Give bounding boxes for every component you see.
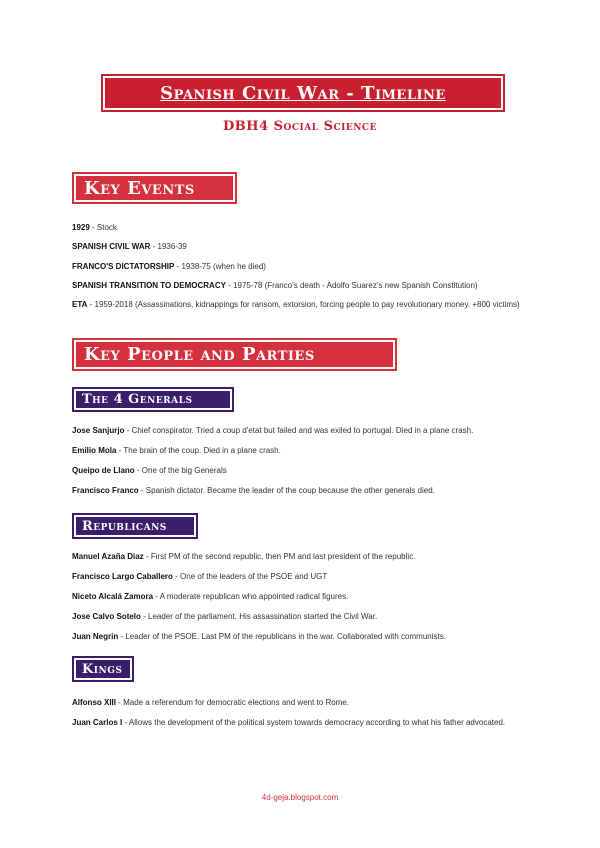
event-item: [72, 261, 266, 273]
page-title: Spanish Civil War - Timeline: [160, 82, 446, 104]
page-subtitle: DBH4 Social Science: [223, 119, 377, 134]
king-text: - Made a referendum for democratic elections and went to Rome.: [116, 698, 349, 707]
footer-url[interactable]: 4d-geja.blogspot.com: [261, 793, 339, 802]
event-item: [72, 222, 117, 234]
general-name: Francisco Franco: [72, 486, 139, 495]
king-item: [72, 717, 505, 729]
kings-heading: [72, 656, 134, 682]
general-text: - Spanish dictator. Became the leader of the coup because the other generals died.: [138, 486, 435, 495]
generals-heading: [72, 387, 234, 412]
republicans-heading: [72, 513, 198, 539]
republican-item: [72, 571, 327, 583]
republican-item: [72, 591, 348, 603]
republican-name: Juan Negrin: [72, 632, 119, 641]
event-text: - Stock: [89, 223, 117, 232]
key-people-heading: [72, 338, 397, 371]
general-name: Jose Sanjurjo: [72, 426, 125, 435]
general-text: - Chief conspirator. Tried a coup d'etat but failed and was exiled to portugal. Died in a plane crash.: [124, 426, 474, 435]
event-text: - 1975-78 (Franco's death - Adolfo Suarez's new Spanish Constitution): [225, 281, 478, 290]
king-text: - Allows the development of the political system towards democracy according to what his father advocated.: [122, 718, 506, 727]
event-label: FRANCO'S DICTATORSHIP: [72, 262, 175, 271]
event-text: - 1938-75 (when he died): [174, 262, 266, 271]
kings-heading-text: Kings: [82, 661, 123, 677]
event-label: SPANISH TRANSITION TO DEMOCRACY: [72, 281, 226, 290]
republican-item: [72, 611, 377, 623]
king-name: Juan Carlos I: [72, 718, 123, 727]
king-name: Alfonso XIII: [72, 698, 116, 707]
general-item: [72, 465, 227, 477]
general-name: Emilio Mola: [72, 446, 117, 455]
key-people-heading-text: Key People and Parties: [84, 344, 315, 365]
republican-text: - One of the leaders of the PSOE and UGT: [172, 572, 328, 581]
republican-name: Jose Calvo Sotelo: [72, 612, 141, 621]
event-label: SPANISH CIVIL WAR: [72, 242, 151, 251]
king-item: [72, 697, 349, 709]
event-item: [72, 299, 520, 311]
republican-text: - Leader of the PSOE. Last PM of the republicans in the war. Collaborated with communists.: [118, 632, 446, 641]
general-name: Queipo de Llano: [72, 466, 135, 475]
event-item: [72, 280, 478, 292]
title-banner: [101, 74, 505, 112]
republican-text: - A moderate republican who appointed radical figures.: [153, 592, 349, 601]
republicans-heading-text: Republicans: [82, 518, 167, 534]
republican-name: Manuel Azaña Diaz: [72, 552, 144, 561]
general-item: [72, 425, 473, 437]
general-item: [72, 485, 435, 497]
republican-text: - Leader of the parliament. His assassination started the Civil War.: [140, 612, 378, 621]
general-item: [72, 445, 281, 457]
key-events-heading-text: Key Events: [84, 177, 195, 199]
general-text: - The brain of the coup. Died in a plane crash.: [116, 446, 281, 455]
republican-name: Niceto Alcalá Zamora: [72, 592, 154, 601]
event-label: ETA: [72, 300, 88, 309]
republican-name: Francisco Largo Caballero: [72, 572, 173, 581]
republican-text: - First PM of the second republic, then PM and last president of the republic.: [143, 552, 416, 561]
event-text: - 1936-39: [150, 242, 187, 251]
event-label: 1929: [72, 223, 90, 232]
republican-item: [72, 631, 446, 643]
generals-heading-text: The 4 Generals: [82, 392, 193, 407]
key-events-heading: [72, 172, 237, 204]
republican-item: [72, 551, 415, 563]
event-text: - 1959-2018 (Assassinations, kidnappings for ransom, extorsion, forcing people to pay revolutionary money. +800 victims): [87, 300, 520, 309]
event-item: [72, 241, 187, 253]
general-text: - One of the big Generals: [134, 466, 227, 475]
